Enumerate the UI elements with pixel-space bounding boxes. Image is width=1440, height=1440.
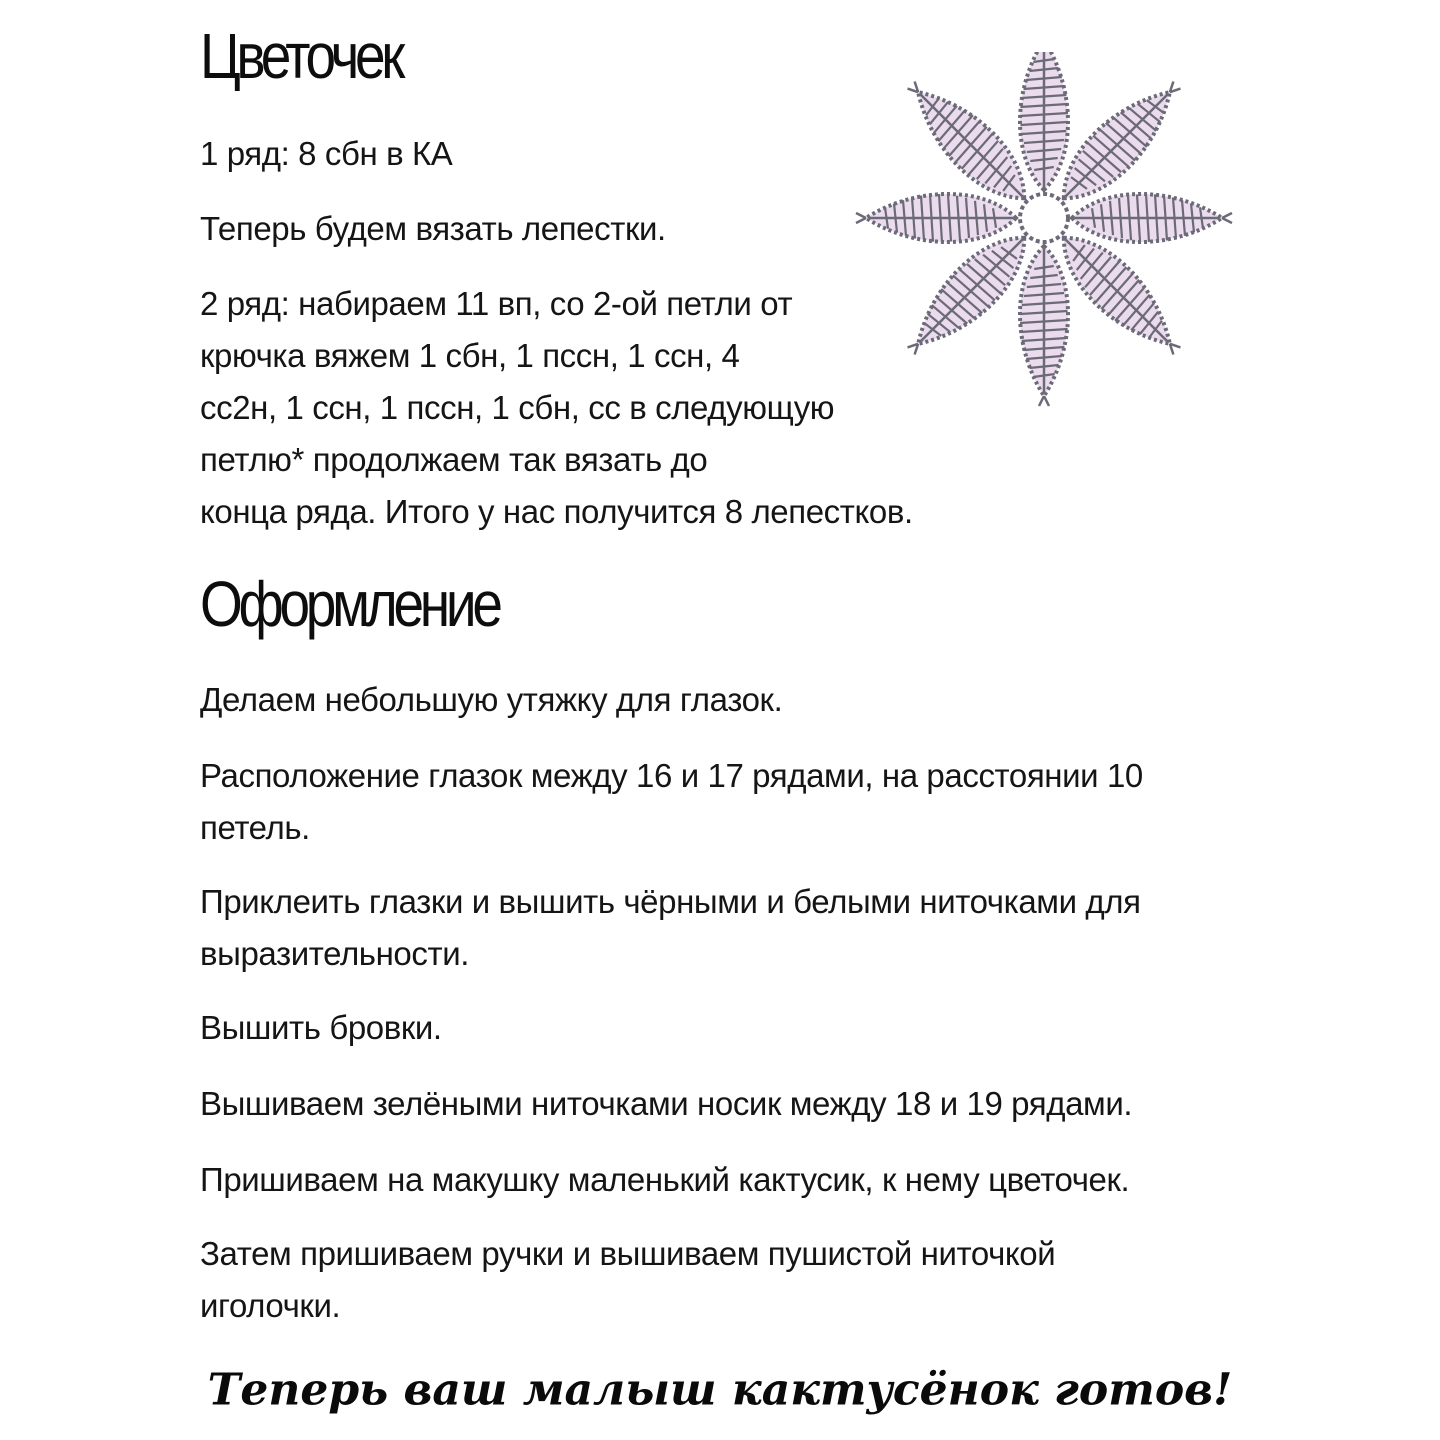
flower-row-2-line: петлю* продолжаем так вязать до bbox=[200, 441, 708, 478]
final-note: Теперь ваш малыш кактусёнок готов! bbox=[207, 1364, 1233, 1416]
petal bbox=[1020, 52, 1068, 190]
petal bbox=[1072, 194, 1232, 242]
flower-intro: Теперь будем вязать лепестки. bbox=[200, 210, 666, 247]
decoration-step: Затем пришиваем ручки и вышиваем пушистой ниточкой иголочки. bbox=[200, 1235, 1056, 1324]
decoration-step: Пришиваем на макушку маленький кактусик, к нему цветочек. bbox=[200, 1161, 1130, 1198]
decoration-step: Вышить бровки. bbox=[200, 1009, 442, 1046]
decoration-section-title: Оформление bbox=[200, 568, 499, 640]
flower-row-2 bbox=[200, 278, 960, 538]
decoration-step: Делаем небольшую утяжку для глазок. bbox=[200, 681, 783, 718]
flower-row-2-line: крючка вяжем 1 сбн, 1 пссн, 1 ссн, 4 bbox=[200, 337, 740, 374]
flower-row-2-line: конца ряда. Итого у нас получится 8 лепестков. bbox=[200, 493, 913, 530]
flower-section-title: Цветочек bbox=[200, 20, 402, 92]
decoration-step: Приклеить глазки и вышить чёрными и белыми ниточками для выразительности. bbox=[200, 883, 1141, 972]
petal bbox=[1020, 246, 1068, 406]
petal bbox=[1047, 221, 1194, 368]
crochet-flower-diagram-icon bbox=[852, 52, 1272, 422]
magic-ring bbox=[1020, 194, 1068, 242]
flower-row-2-line: 2 ряд: набираем 11 вп, со 2-ой петли от bbox=[200, 285, 793, 322]
petal bbox=[1047, 68, 1194, 215]
flower-row-1: 1 ряд: 8 сбн в КА bbox=[200, 135, 453, 172]
decoration-step: Расположение глазок между 16 и 17 рядами, на расстоянии 10 петель. bbox=[200, 757, 1143, 846]
flower-row-2-line: сс2н, 1 ссн, 1 пссн, 1 сбн, сс в следующую bbox=[200, 389, 835, 426]
petal bbox=[856, 194, 1016, 242]
petal bbox=[894, 68, 1041, 215]
petal bbox=[894, 221, 1041, 368]
decoration-step: Вышиваем зелёными ниточками носик между 18 и 19 рядами. bbox=[200, 1085, 1133, 1122]
